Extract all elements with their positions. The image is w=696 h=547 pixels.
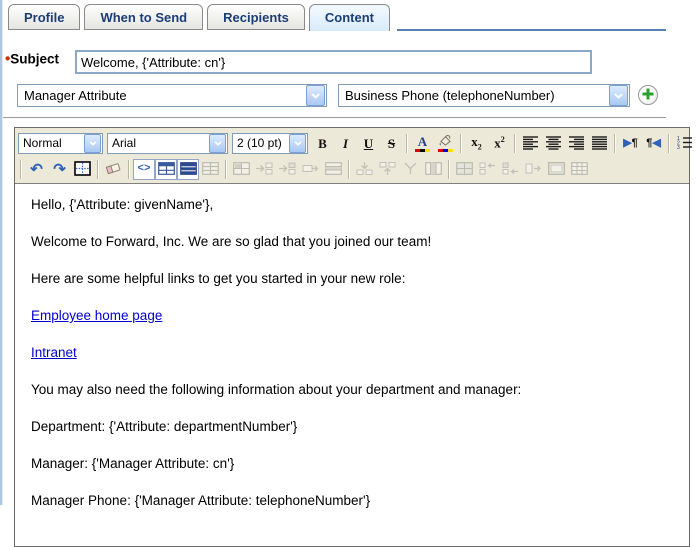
view-source-button[interactable]: <> (133, 159, 155, 180)
tab-recipients[interactable]: Recipients (207, 4, 305, 30)
split-cell-down-icon (356, 162, 373, 177)
insert-row-after-button (276, 158, 299, 180)
merge-cells-button (399, 158, 422, 180)
paragraph (31, 345, 673, 361)
delete-table-button (199, 158, 222, 180)
attribute-category-value: Manager Attribute (24, 88, 127, 103)
merge-cells-icon (402, 162, 419, 177)
paragraph: Here are some helpful links to get you started in your new role: (31, 271, 406, 286)
editor-toolbar (15, 128, 689, 184)
required-marker: • (5, 50, 11, 68)
column-properties-button (422, 158, 445, 180)
attribute-name-select[interactable] (338, 84, 630, 107)
row-properties-button (322, 158, 345, 180)
table-frame-icon (548, 162, 565, 177)
toolbar-row-2 (17, 156, 687, 182)
separator (460, 134, 462, 153)
separator (97, 160, 99, 179)
paragraph: Hello, {'Attribute: givenName'}, (31, 197, 214, 212)
insert-column-before-icon (479, 162, 496, 177)
paragraph: You may also need the following information about your department and manager: (31, 382, 522, 397)
table-cell-icon (233, 162, 250, 177)
font-name-select[interactable] (107, 133, 228, 154)
table-columns-icon (425, 162, 442, 177)
insert-row-before-button (253, 158, 276, 180)
table-borders-icon (74, 161, 91, 178)
ltr-direction-button[interactable]: ▶¶ (619, 132, 642, 154)
delete-column-button (522, 158, 545, 180)
align-center-button[interactable] (542, 132, 565, 154)
paragraph: Manager: {'Manager Attribute: cn'} (31, 456, 235, 471)
undo-button[interactable]: ↶ (25, 158, 48, 180)
split-cell-up-button (376, 158, 399, 180)
rtl-direction-button[interactable]: ¶◀ (642, 132, 665, 154)
separator (225, 160, 227, 179)
align-left-icon (523, 136, 538, 151)
svg-text:1: 1 (677, 135, 680, 142)
cell-properties-button (230, 158, 253, 180)
table-icon (202, 162, 219, 177)
table-grid-button (568, 158, 591, 180)
highlight-color-button[interactable] (434, 132, 457, 154)
paragraph (31, 308, 673, 324)
font-name-value: Arial (112, 136, 137, 150)
insert-row-before-icon (256, 162, 273, 177)
paragraph: Welcome to Forward, Inc. We are so glad that you joined our team! (31, 234, 432, 249)
chevron-down-icon (209, 134, 226, 153)
table-filled-icon (180, 162, 197, 177)
separator (348, 160, 350, 179)
attribute-name-value: Business Phone (telephoneNumber) (345, 88, 555, 103)
align-right-icon (569, 136, 584, 151)
link-intranet[interactable]: Intranet (31, 345, 77, 360)
toolbar-row-1 (17, 130, 687, 156)
insert-column-after-icon (502, 162, 519, 177)
delete-row-icon (302, 162, 319, 177)
align-left-button[interactable] (519, 132, 542, 154)
superscript-button[interactable]: $x^2$ (488, 132, 511, 154)
select-table-button (453, 158, 476, 180)
add-attribute-button[interactable] (638, 85, 658, 105)
font-color-strip (415, 149, 430, 152)
strikethrough-button[interactable]: S (380, 132, 403, 154)
tabstrip (8, 4, 390, 31)
paragraph-style-value: Normal (23, 136, 62, 150)
split-cell-down-button (353, 158, 376, 180)
tab-profile[interactable]: Profile (8, 4, 80, 30)
chevron-down-icon (306, 85, 325, 106)
paragraph: Department: {'Attribute: departmentNumber'} (31, 419, 298, 434)
font-size-select[interactable] (232, 133, 308, 154)
svg-text:2: 2 (677, 140, 680, 146)
insert-column-after-button (499, 158, 522, 180)
paragraph-style-select[interactable] (18, 133, 103, 154)
chevron-down-icon (289, 134, 306, 153)
table-frame-button (545, 158, 568, 180)
svg-text:3: 3 (677, 144, 680, 151)
align-justify-button[interactable] (588, 132, 611, 154)
chevron-down-icon (609, 85, 628, 106)
font-color-icon: A (417, 133, 428, 149)
split-cell-up-icon (379, 162, 396, 177)
tab-content[interactable]: Content (309, 4, 390, 31)
table-grid-icon (571, 162, 588, 177)
table-header-icon (158, 162, 175, 177)
font-size-value: 2 (10 pt) (237, 136, 282, 150)
table-icon (456, 162, 473, 177)
italic-button[interactable]: I (334, 132, 357, 154)
subscript-button[interactable]: $x_2$ (465, 132, 488, 154)
separator (514, 134, 516, 153)
eraser-button[interactable] (102, 158, 125, 180)
ordered-list-button[interactable] (673, 132, 696, 154)
insert-table-button[interactable] (155, 159, 177, 180)
subject-input[interactable] (75, 50, 592, 74)
align-justify-icon (592, 136, 607, 151)
rich-text-editor (14, 127, 690, 547)
ordered-list-icon (677, 136, 692, 151)
chevron-down-icon (84, 134, 101, 153)
insert-attribute-row (0, 84, 666, 108)
separator (614, 134, 616, 153)
align-center-icon (546, 136, 561, 151)
paragraph: Manager Phone: {'Manager Attribute: telephoneNumber'} (31, 493, 371, 508)
underline-button[interactable]: U (357, 132, 380, 154)
page-left-border (0, 0, 3, 505)
font-color-button[interactable] (411, 132, 434, 154)
tab-when-to-send[interactable]: When to Send (84, 4, 203, 30)
table-rows-icon (325, 162, 342, 177)
section-divider (0, 117, 666, 119)
insert-column-before-button (476, 158, 499, 180)
subject-label: Subject (10, 51, 60, 67)
tabstrip-underline (397, 29, 666, 31)
insert-row-after-icon (279, 162, 296, 177)
separator (20, 160, 22, 179)
link-employee-home-page[interactable]: Employee home page (31, 308, 163, 323)
separator (668, 134, 670, 153)
attribute-category-select[interactable] (17, 84, 327, 107)
table-properties-button[interactable] (177, 159, 199, 180)
redo-button[interactable]: ↷ (48, 158, 71, 180)
paint-bucket-icon (438, 135, 453, 148)
separator (128, 160, 130, 179)
delete-row-button (299, 158, 322, 180)
plus-icon (641, 87, 655, 104)
editor-body[interactable] (15, 184, 689, 540)
highlight-color-strip (438, 149, 453, 152)
align-right-button[interactable] (565, 132, 588, 154)
delete-column-icon (525, 162, 542, 177)
separator (406, 134, 408, 153)
eraser-icon (105, 162, 122, 176)
bold-button[interactable]: B (311, 132, 334, 154)
subject-row (5, 50, 661, 74)
toggle-table-borders-button[interactable] (71, 158, 94, 180)
separator (448, 160, 450, 179)
